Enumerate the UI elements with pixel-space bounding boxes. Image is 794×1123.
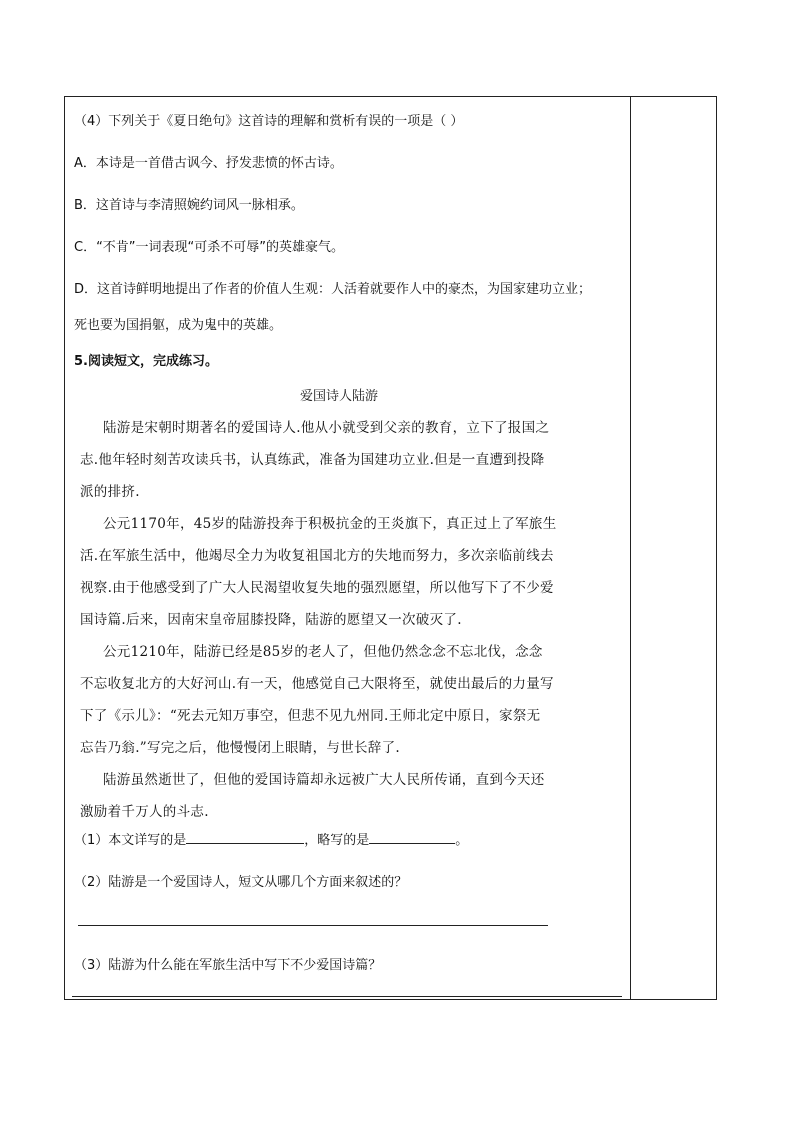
sub1-middle: ，略写的是: [304, 833, 370, 848]
q4-option-d-cont: 死也要为国捐躯，成为鬼中的英雄。: [74, 318, 283, 333]
q5-sub3: （3）陆游为什么能在军旅生活中写下不少爱国诗篇？: [74, 958, 382, 973]
passage-line: 国诗篇.后来，因南宋皇帝屈膝投降，陆游的愿望又一次破灭了.: [80, 612, 462, 628]
q5-sub1: [74, 829, 468, 848]
q4-option-d: D．这首诗鲜明地提出了作者的价值人生观：人活着就要作人中的豪杰，为国家建功立业；: [74, 282, 592, 297]
passage-line: 陆游虽然逝世了，但他的爱国诗篇却永远被广大人民所传诵，直到今天还: [103, 772, 545, 788]
sub1-end: 。: [455, 833, 469, 848]
q4-option-c: C．“不肯”一词表现“可杀不可辱”的英雄豪气。: [74, 240, 345, 255]
passage-line: 志.他年轻时刻苦攻读兵书，认真练武，准备为国建功立业.但是一直遭到投降: [80, 452, 545, 468]
passage-line: 公元1210年，陆游已经是85岁的老人了，但他仍然念念不忘北伐，念念: [103, 644, 543, 660]
q5-heading: 5.阅读短文，完成练习。: [74, 354, 218, 369]
q4-option-b: B．这首诗与李清照婉约词风一脉相承。: [74, 198, 304, 213]
answer-line-sub2[interactable]: [78, 925, 548, 926]
passage-line: 不忘收复北方的大好河山.有一天，他感觉自己大限将至，就使出最后的力量写: [80, 676, 554, 692]
sub1-prefix: （1）本文详写的是: [74, 833, 187, 848]
passage-line: 活.在军旅生活中，他竭尽全力为收复祖国北方的失地而努力，多次亲临前线去: [80, 548, 554, 564]
passage-line: 下了《示儿》：“死去元知万事空，但悲不见九州同.王师北定中原日，家祭无: [80, 708, 541, 724]
q4-option-a: A．本诗是一首借古讽今、抒发悲愤的怀古诗。: [74, 156, 343, 171]
passage-title: 爱国诗人陆游: [300, 389, 379, 404]
q5-sub2: （2）陆游是一个爱国诗人，短文从哪几个方面来叙述的？: [74, 875, 408, 890]
passage-line: 公元1170年，45岁的陆游投奔于积极抗金的王炎旗下，真正过上了军旅生: [103, 516, 557, 532]
answer-line-sub3[interactable]: [72, 996, 622, 997]
side-notes-cell: [630, 96, 717, 1000]
passage-line: 忘告乃翁.”写完之后，他慢慢闭上眼睛，与世长辞了.: [80, 740, 400, 756]
passage-line: 陆游是宋朝时期著名的爱国诗人.他从小就受到父亲的教育，立下了报国之: [103, 420, 550, 436]
answer-blank-brief[interactable]: [369, 831, 455, 844]
q4-stem: （4）下列关于《夏日绝句》这首诗的理解和赏析有误的一项是（ ）: [74, 114, 464, 129]
passage-line: 视察.由于他感受到了广大人民渴望收复失地的强烈愿望，所以他写下了不少爱: [80, 580, 554, 596]
passage-line: 派的排挤.: [80, 484, 140, 500]
passage-line: 激励着千万人的斗志.: [80, 804, 209, 820]
answer-blank-detailed[interactable]: [186, 831, 304, 844]
